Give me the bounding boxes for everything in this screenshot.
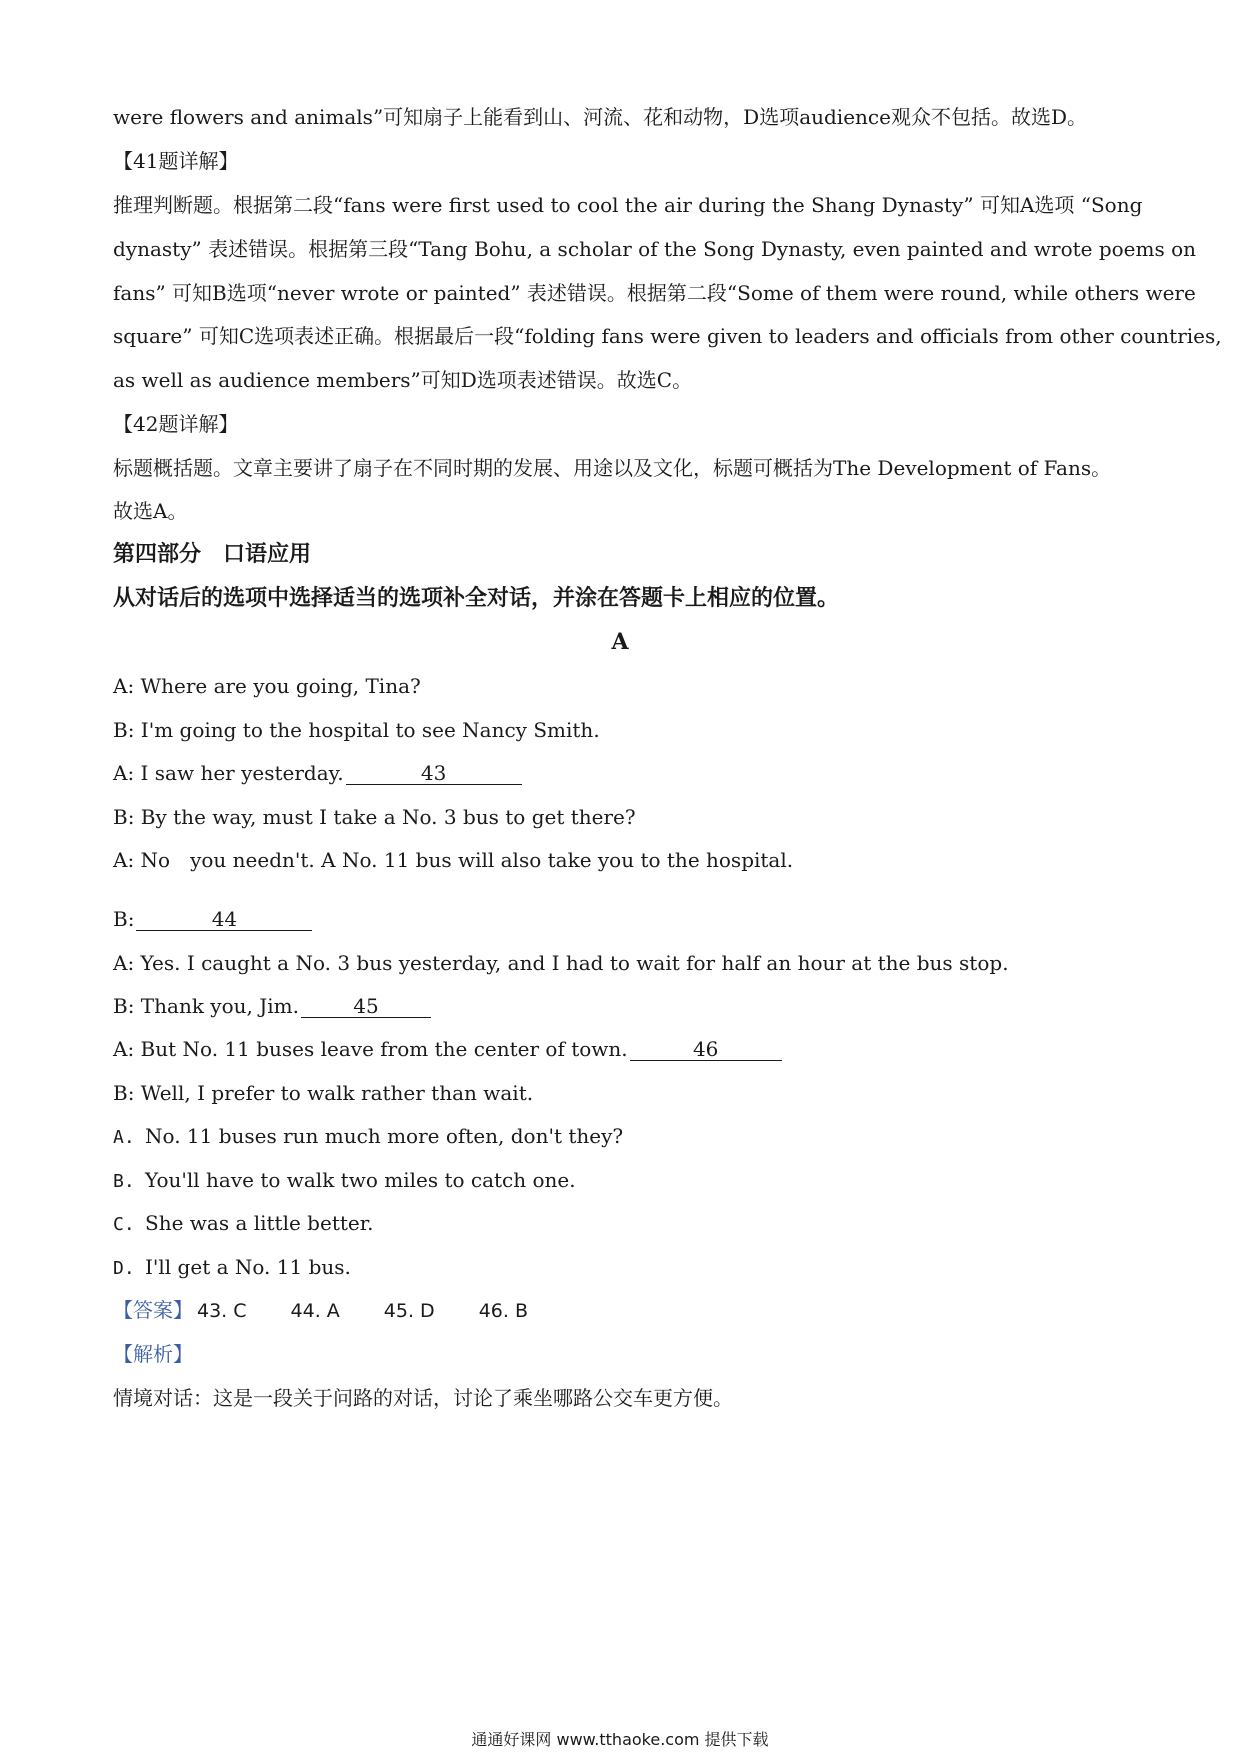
option-text: You'll have to walk two miles to catch one.	[145, 1168, 576, 1192]
q41-heading: 【41题详解】	[113, 149, 239, 173]
option-text: No. 11 buses run much more often, don't they?	[145, 1124, 624, 1148]
option-letter: C.	[113, 1214, 135, 1235]
answer-item: 43. C	[197, 1300, 247, 1322]
analysis-text: 情境对话：这是一段关于问路的对话，讨论了乘坐哪路公交车更方便。	[113, 1386, 733, 1410]
dialogue-line: B: By the way, must I take a No. 3 bus to get there?	[113, 805, 636, 829]
dialogue-text: A: But No. 11 buses leave from the center of town.	[113, 1037, 628, 1061]
paragraph-line: fans” 可知B选项“never wrote or painted” 表述错误。根据第二段“Some of them were round, while others were	[113, 281, 1196, 305]
dialogue-line: A: Yes. I caught a No. 3 bus yesterday, and I had to wait for half an hour at the bus stop.	[113, 951, 1009, 975]
part4-title: 第四部分 口语应用	[113, 541, 312, 567]
section-label: A	[611, 629, 629, 655]
answer-item: 45. D	[383, 1300, 435, 1322]
dialogue-line	[113, 1035, 782, 1063]
option-c	[113, 1209, 373, 1239]
paragraph-line: 标题概括题。文章主要讲了扇子在不同时期的发展、用途以及文化，标题可概括为The Development of Fans。	[113, 456, 1112, 480]
dialogue-text: B: Thank you, Jim.	[113, 994, 299, 1018]
dialogue-line	[113, 905, 312, 933]
blank-44: 44	[136, 908, 312, 931]
blank-43: 43	[346, 762, 522, 785]
paragraph-line: as well as audience members”可知D选项表述错误。故选C。	[113, 368, 693, 392]
option-d	[113, 1253, 351, 1283]
dialogue-line	[113, 992, 431, 1020]
option-text: She was a little better.	[145, 1211, 374, 1235]
answer-item: 46. B	[478, 1300, 528, 1322]
dialogue-line: B: Well, I prefer to walk rather than wait.	[113, 1081, 534, 1105]
blank-46: 46	[630, 1038, 782, 1061]
instruction: 从对话后的选项中选择适当的选项补全对话，并涂在答题卡上相应的位置。	[113, 585, 840, 611]
dialogue-line: B: I'm going to the hospital to see Nancy Smith.	[113, 718, 600, 742]
answer-row	[113, 1296, 572, 1325]
paragraph-line: dynasty” 表述错误。根据第三段“Tang Bohu, a scholar of the Song Dynasty, even painted and wrote poems on	[113, 237, 1197, 261]
paragraph-line: square” 可知C选项表述正确。根据最后一段“folding fans were given to leaders and officials from other countries,	[113, 324, 1222, 348]
option-letter: D.	[113, 1258, 135, 1279]
option-letter: A.	[113, 1127, 135, 1148]
answer-item: 44. A	[290, 1300, 340, 1322]
dialogue-line: A: No you needn't. A No. 11 bus will also take you to the hospital.	[113, 848, 794, 872]
dialogue-line	[113, 759, 522, 787]
dialogue-line: A: Where are you going, Tina?	[113, 674, 421, 698]
page-footer: 通通好课网 www.tthaoke.com 提供下载	[471, 1730, 769, 1749]
q42-heading: 【42题详解】	[113, 412, 239, 436]
analysis-label: 【解析】	[113, 1342, 193, 1366]
option-letter: B.	[113, 1171, 135, 1192]
dialogue-text: B:	[113, 907, 135, 931]
option-b	[113, 1166, 576, 1196]
answer-label: 【答案】	[113, 1298, 193, 1322]
option-a	[113, 1122, 623, 1152]
paragraph-line: 故选A。	[113, 499, 188, 523]
paragraph-line: were flowers and animals”可知扇子上能看到山、河流、花和动物，D选项audience观众不包括。故选D。	[113, 105, 1087, 129]
option-text: I'll get a No. 11 bus.	[145, 1255, 351, 1279]
dialogue-text: A: I saw her yesterday.	[113, 761, 344, 785]
paragraph-line: 推理判断题。根据第二段“fans were first used to cool the air during the Shang Dynasty” 可知A选项 “Song	[113, 193, 1143, 217]
blank-45: 45	[301, 995, 431, 1018]
